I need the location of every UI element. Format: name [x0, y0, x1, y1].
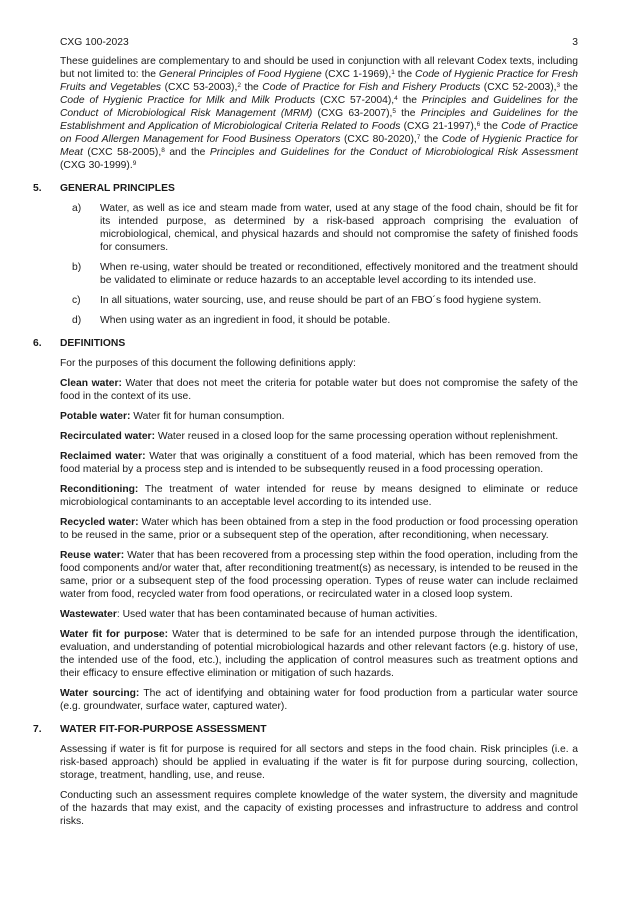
document-code: CXG 100-2023 — [60, 37, 129, 48]
footnote-ref: 9 — [132, 160, 137, 167]
intro-paragraph: These guidelines are complementary to and should be used in conjunction with all relevant Codex texts, including but not limited to: the General Principles of Food Hygiene (CXC 1-1969),$^1$ the Code of Hygienic Practice for Fresh Fruits and Vegetables (CXC 53-2003),$^2$ the Code of Practice for Fish and Fishery Products (CXC 52-2003),$^3$ the Code of Hygienic Practice for Milk and Milk Products (CXC 57-2004),$^4$ the Principles and Guidelines for the Conduct of Microbiological Risk Management (MRM) (CXG 63-2007),$^5$ the Principles and Guidelines for the Establishment and Application of Microbiological Criteria Related to Foods (CXG 21-1997),$^6$ the Code of Practice on Food Allergen Management for Food Business Operators (CXC 80-2020),$^7$ the Code of Hygienic Practice for Meat (CXC 58-2005),$^8$ and the Principles and Guidelines for the Conduct of Microbiological Risk Assessment (CXG 30-1999).$^9$ — [60, 56, 578, 171]
footnote-ref: 3 — [556, 82, 561, 89]
body-paragraph: Assessing if water is fit for purpose is required for all sectors and steps in the food chain. Risk principles (i.e. a risk-based approach) should be applied in evaluating if the water is fit for purpose during sourcing, collection, storage, treatment, handling, use, and reuse. — [60, 744, 578, 781]
definition-text: Water that has been recovered from a processing step within the food operation, including from the food components and/or water that, after reconditioning treatment(s) as necessary, is intended to be reused in the same, prior or a subsequent step of the food processing operation. Types of reuse water can include reclaimed water from food, recycled water from food operations, or recirculated water in a closed loop system. — [60, 550, 578, 600]
definition-term: Clean water: — [60, 378, 122, 389]
cited-title: Code of Hygienic Practice for Meat — [60, 134, 578, 158]
footnote-ref: 2 — [237, 82, 241, 89]
footnote-ref: 6 — [476, 121, 481, 128]
footnote-ref: 7 — [416, 134, 421, 141]
body-paragraph: Conducting such an assessment requires complete knowledge of the water system, the diversity and magnitude of the hazards that may exist, and the capacity of existing processes and infrastructure to address and control risks. — [60, 790, 578, 827]
definition-term: Wastewater — [60, 609, 117, 620]
definition-text: Water reused in a closed loop for the same processing operation without replenishment. — [155, 431, 559, 442]
document-page — [33, 36, 578, 835]
cited-title: Code of Practice on Food Allergen Management for Food Business Operators — [60, 121, 578, 145]
section-heading-definitions — [33, 337, 578, 350]
definition-text: Water which has been obtained from a step in the food production or food processing operation to be reused in the same, prior or a subsequent step of the operation, after reconditioning, when necessary. — [60, 517, 578, 541]
definition-entry — [60, 410, 578, 423]
list-item — [72, 261, 578, 287]
section-title: GENERAL PRINCIPLES — [60, 183, 175, 194]
definition-entry — [60, 608, 578, 621]
definition-text: The act of identifying and obtaining water for food production from a particular water source (e.g. groundwater, surface water, captured water). — [60, 688, 578, 712]
definition-text: Water that was originally a constituent of a food material, which has been removed from the food material by a process step and is intended to be subsequently reused in a food processing operation. — [60, 451, 578, 475]
cited-title: Code of Hygienic Practice for Milk and Milk Products — [60, 95, 316, 106]
section-title: DEFINITIONS — [60, 338, 126, 349]
definition-entry — [60, 483, 578, 509]
list-item — [72, 314, 578, 327]
list-label: a) — [72, 203, 82, 214]
section-number: 7. — [33, 724, 42, 735]
list-text: Water, as well as ice and steam made from water, used at any stage of the food chain, should be fit for its intended purpose, as determined by a risk-based approach comprising the evaluation of microbiological, chemical, and physical hazards and should not compromise the safety of finished foods for consumers. — [100, 203, 578, 253]
cited-title: Principles and Guidelines for the Conduct of Microbiological Risk Management (MRM) — [60, 95, 578, 119]
definition-entry — [60, 549, 578, 601]
definition-entry — [60, 628, 578, 680]
definition-term: Recycled water: — [60, 517, 139, 528]
footnote-ref: 5 — [392, 108, 397, 115]
definition-term: Potable water: — [60, 411, 131, 422]
definition-text: : Used water that has been contaminated because of human activities. — [116, 609, 438, 620]
page-number: 3 — [572, 37, 578, 48]
cited-title: Code of Practice for Fish and Fishery Products — [262, 82, 481, 93]
definition-text: The treatment of water intended for reuse by means designed to eliminate or reduce microbiological contaminants to an acceptable level according to its intended use. — [60, 484, 578, 508]
list-text: When re-using, water should be treated or reconditioned, effectively monitored and the treatment should be validated to eliminate or reduce hazards to an acceptable level according to its intended use. — [100, 262, 578, 286]
definitions-intro: For the purposes of this document the following definitions apply: — [60, 358, 356, 369]
page-header — [60, 36, 578, 52]
section-title: WATER FIT-FOR-PURPOSE ASSESSMENT — [60, 724, 267, 735]
section-heading-water-assessment — [33, 723, 578, 736]
section-number: 6. — [33, 338, 42, 349]
list-label: b) — [72, 262, 82, 273]
definition-entry — [60, 687, 578, 713]
cited-title: Principles and Guidelines for the Establishment and Application of Microbiological Criteria Related to Foods — [60, 108, 578, 132]
cited-title: Principles and Guidelines for the Conduct of Microbiological Risk Assessment — [209, 147, 578, 158]
footnote-ref: 1 — [391, 69, 395, 76]
list-label: d) — [72, 315, 82, 326]
definition-term: Water sourcing: — [60, 688, 140, 699]
definition-term: Recirculated water: — [60, 431, 155, 442]
definition-text: Water that does not meet the criteria for potable water but does not compromise the safety of the food in the context of its use. — [60, 378, 578, 402]
definition-term: Reuse water: — [60, 550, 125, 561]
definition-entry — [60, 450, 578, 476]
list-item — [72, 294, 578, 307]
definition-text: Water fit for human consumption. — [130, 411, 285, 422]
cited-title: General Principles of Food Hygiene — [158, 69, 322, 80]
footnote-ref: 4 — [394, 95, 398, 102]
list-text: In all situations, water sourcing, use, and reuse should be part of an FBO´s food hygiene system. — [100, 295, 542, 306]
definition-entry — [60, 516, 578, 542]
definition-term: Reconditioning: — [60, 484, 139, 495]
footnote-ref: 8 — [161, 147, 165, 154]
definition-term: Water fit for purpose: — [60, 629, 169, 640]
definition-entry — [60, 377, 578, 403]
section-number: 5. — [33, 183, 42, 194]
section-heading-general-principles — [33, 182, 578, 195]
list-item — [72, 202, 578, 254]
list-label: c) — [72, 295, 81, 306]
definition-text: Water that is determined to be safe for an intended purpose through the identification, evaluation, and understanding of potential microbiological hazards and other relevant factors (e.g. history of use, the intended use of the food, etc.), including the application of control measures such as treatment options and their efficacy to ensure effective elimination or mitigation of such hazards. — [60, 629, 578, 679]
definition-entry — [60, 430, 578, 443]
list-text: When using water as an ingredient in food, it should be potable. — [100, 315, 391, 326]
cited-title: Code of Hygienic Practice for Fresh Fruits and Vegetables — [60, 69, 578, 93]
definition-term: Reclaimed water: — [60, 451, 146, 462]
